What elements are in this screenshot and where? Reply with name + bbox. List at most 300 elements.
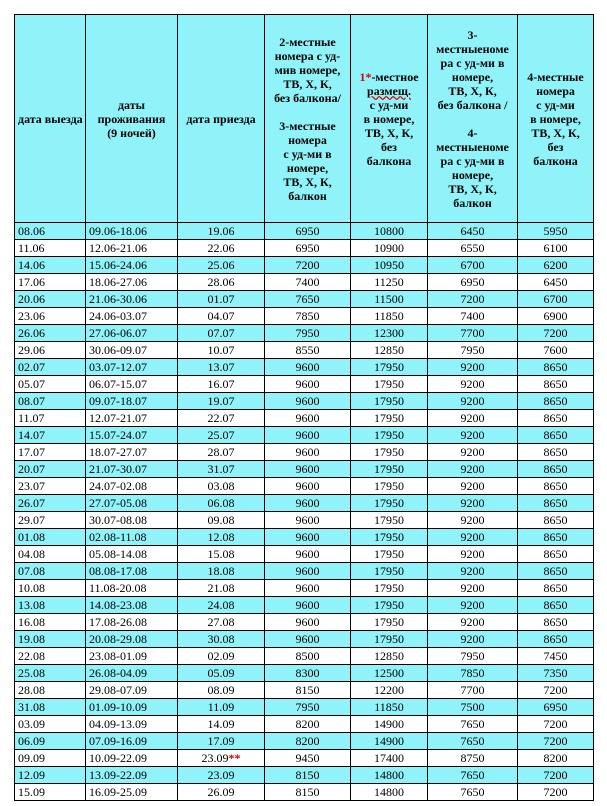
- cell-stay-dates: [86, 393, 178, 410]
- cell-price-double-text: 9600: [295, 495, 320, 510]
- cell-price-quad-text: 8650: [543, 461, 568, 476]
- cell-stay-dates-text: 08.08-17.08: [89, 563, 147, 578]
- cell-price-single-text: 14800: [374, 784, 404, 799]
- header-stay-line-3: (9 ночей): [107, 125, 156, 140]
- cell-price-single-text: 17950: [374, 495, 404, 510]
- header-double-line: без балкона/: [274, 90, 341, 105]
- cell-price-single: [351, 614, 428, 631]
- cell-price-double: [265, 240, 351, 257]
- cell-arrival-text: 22.06: [207, 240, 235, 255]
- cell-departure: [15, 512, 86, 529]
- cell-price-single-text: 10800: [374, 223, 404, 238]
- cell-price-double-text: 9600: [295, 393, 320, 408]
- header-triple-line: номере,: [286, 160, 329, 175]
- cell-price-single-text: 12200: [374, 682, 404, 697]
- cell-price-double-text: 9600: [295, 529, 320, 544]
- cell-price-quad: [518, 342, 594, 359]
- cell-price-quad-text: 8650: [543, 376, 568, 391]
- header-quad-a-line: ра с уд-ми в: [440, 153, 505, 168]
- cell-price-quad-text: 8650: [543, 393, 568, 408]
- cell-price-quad-text: 6950: [543, 699, 568, 714]
- cell-departure-text: 07.08: [18, 563, 45, 578]
- cell-departure-text: 19.08: [18, 631, 45, 646]
- cell-price-double: [265, 631, 351, 648]
- cell-arrival-text: 18.08: [207, 563, 235, 578]
- cell-price-single-text: 17950: [374, 427, 404, 442]
- header-triple-a-line: местныеноме: [436, 41, 509, 56]
- header-triple-line: с уд-ми в: [283, 146, 332, 161]
- cell-price-single-text: 12300: [374, 325, 404, 340]
- cell-stay-dates-text: 10.09-22.09: [89, 750, 147, 765]
- cell-price-double: [265, 580, 351, 597]
- price-table-container: [14, 14, 594, 801]
- header-single-line: с уд-ми: [369, 97, 409, 112]
- cell-departure: [15, 393, 86, 410]
- cell-arrival: [178, 461, 265, 478]
- cell-stay-dates-text: 14.08-23.08: [89, 597, 147, 612]
- cell-price-single: [351, 308, 428, 325]
- cell-departure: [15, 631, 86, 648]
- cell-stay-dates-text: 20.08-29.08: [89, 631, 147, 646]
- cell-price-single-text: 17950: [374, 597, 404, 612]
- table-row: [15, 359, 594, 376]
- header-triple-quad-rooms: [428, 15, 518, 223]
- cell-arrival: [178, 444, 265, 461]
- table-row: [15, 393, 594, 410]
- cell-price-single: [351, 631, 428, 648]
- cell-price-single: [351, 597, 428, 614]
- cell-price-triple: [428, 614, 518, 631]
- cell-price-triple-text: 7650: [460, 716, 485, 731]
- cell-departure: [15, 342, 86, 359]
- cell-price-double-text: 7950: [295, 325, 320, 340]
- cell-price-single: [351, 580, 428, 597]
- cell-arrival-text: 13.07: [207, 359, 235, 374]
- cell-departure: [15, 461, 86, 478]
- cell-arrival-text: 01.07: [207, 291, 235, 306]
- cell-departure-text: 04.08: [18, 546, 45, 561]
- cell-price-single-text: 17950: [374, 631, 404, 646]
- cell-arrival: [178, 359, 265, 376]
- cell-price-triple-text: 6450: [460, 223, 485, 238]
- cell-departure-text: 11.06: [18, 240, 45, 255]
- cell-departure-text: 31.08: [18, 699, 45, 714]
- cell-price-quad: [518, 733, 594, 750]
- cell-price-double: [265, 308, 351, 325]
- table-row: [15, 614, 594, 631]
- cell-departure-text: 09.09: [18, 750, 45, 765]
- cell-price-quad: [518, 614, 594, 631]
- cell-price-triple: [428, 223, 518, 240]
- cell-price-single-text: 14900: [374, 716, 404, 731]
- cell-arrival-text: 02.09: [207, 648, 235, 663]
- cell-price-double: [265, 716, 351, 733]
- cell-stay-dates-text: 26.08-04.09: [89, 665, 147, 680]
- cell-stay-dates-text: 01.09-10.09: [89, 699, 147, 714]
- cell-price-double: [265, 529, 351, 546]
- cell-stay-dates-text: 27.06-06.07: [89, 325, 147, 340]
- cell-departure: [15, 478, 86, 495]
- cell-price-quad: [518, 393, 594, 410]
- cell-price-quad-text: 8650: [543, 478, 568, 493]
- cell-stay-dates-text: 11.08-20.08: [89, 580, 147, 595]
- cell-price-triple: [428, 240, 518, 257]
- cell-stay-dates: [86, 376, 178, 393]
- table-row: [15, 274, 594, 291]
- cell-price-single: [351, 359, 428, 376]
- cell-stay-dates: [86, 257, 178, 274]
- cell-arrival-text: 19.07: [207, 393, 235, 408]
- cell-stay-dates-text: 12.07-21.07: [89, 410, 147, 425]
- price-table-body: [15, 223, 594, 801]
- cell-arrival: [178, 223, 265, 240]
- cell-arrival: [178, 393, 265, 410]
- cell-price-triple-text: 9200: [460, 580, 485, 595]
- cell-price-double-text: 7850: [295, 308, 320, 323]
- cell-price-double-text: 9600: [295, 512, 320, 527]
- cell-arrival-text: 22.07: [207, 410, 235, 425]
- header-triple-a-line: ра с уд-ми в: [440, 55, 505, 70]
- header-quad-a-line: балкон: [453, 195, 492, 210]
- cell-arrival: [178, 784, 265, 801]
- price-table: [14, 14, 594, 801]
- header-single-line: ТВ, Х, К,: [364, 125, 414, 140]
- header-single-line: размещ.: [367, 83, 411, 98]
- cell-price-single-text: 17950: [374, 529, 404, 544]
- cell-arrival: [178, 240, 265, 257]
- cell-stay-dates-text: 18.06-27.06: [89, 274, 147, 289]
- cell-price-single: [351, 342, 428, 359]
- cell-price-quad: [518, 580, 594, 597]
- cell-departure-text: 25.08: [18, 665, 45, 680]
- header-quad-a-line: 4-: [467, 125, 478, 140]
- cell-departure-text: 02.07: [18, 359, 45, 374]
- cell-departure-text: 12.09: [18, 767, 45, 782]
- header-double-line: 2-местные: [279, 34, 336, 49]
- cell-departure: [15, 223, 86, 240]
- cell-price-quad-text: 8650: [543, 631, 568, 646]
- cell-price-quad-text: 8650: [543, 529, 568, 544]
- header-row: [15, 15, 594, 223]
- cell-price-single-text: 11250: [374, 274, 404, 289]
- cell-arrival-text: 05.09: [207, 665, 235, 680]
- cell-price-double: [265, 495, 351, 512]
- cell-stay-dates: [86, 716, 178, 733]
- table-row: [15, 767, 594, 784]
- cell-price-single-text: 17950: [374, 563, 404, 578]
- cell-price-triple: [428, 716, 518, 733]
- cell-price-triple: [428, 308, 518, 325]
- table-row: [15, 495, 594, 512]
- cell-arrival: [178, 648, 265, 665]
- cell-price-quad-text: 7200: [543, 784, 568, 799]
- header-quad-a-line: местныеноме: [436, 139, 509, 154]
- cell-price-double: [265, 597, 351, 614]
- table-row: [15, 580, 594, 597]
- header-single-line: балкона: [366, 153, 412, 168]
- table-row: [15, 529, 594, 546]
- cell-price-single-text: 17950: [374, 546, 404, 561]
- cell-price-triple: [428, 648, 518, 665]
- cell-arrival-text: 21.08: [207, 580, 235, 595]
- cell-arrival-text: 27.08: [207, 614, 235, 629]
- cell-price-double: [265, 359, 351, 376]
- cell-price-double-text: 7650: [295, 291, 320, 306]
- cell-price-single-text: 17950: [374, 410, 404, 425]
- cell-departure: [15, 648, 86, 665]
- cell-price-triple: [428, 767, 518, 784]
- cell-arrival: [178, 512, 265, 529]
- cell-price-double-text: 8200: [295, 716, 320, 731]
- cell-departure-text: 26.07: [18, 495, 45, 510]
- cell-arrival-text: 19.06: [207, 223, 235, 238]
- cell-stay-dates-text: 30.06-09.07: [89, 342, 147, 357]
- header-triple-a-line: номере,: [451, 69, 494, 84]
- cell-arrival-text: 24.08: [207, 597, 235, 612]
- cell-stay-dates: [86, 274, 178, 291]
- cell-price-triple-text: 9200: [460, 631, 485, 646]
- cell-price-quad-text: 8650: [543, 359, 568, 374]
- cell-price-single: [351, 393, 428, 410]
- cell-stay-dates: [86, 427, 178, 444]
- cell-price-quad: [518, 563, 594, 580]
- cell-price-double: [265, 291, 351, 308]
- cell-arrival-text: 23.09: [201, 750, 229, 765]
- cell-stay-dates: [86, 325, 178, 342]
- header-single-room: [351, 15, 428, 223]
- cell-departure-text: 15.09: [18, 784, 45, 799]
- cell-departure-text: 08.07: [18, 393, 45, 408]
- cell-price-quad-text: 7200: [543, 682, 568, 697]
- cell-stay-dates-text: 21.06-30.06: [89, 291, 147, 306]
- cell-arrival-text: 28.06: [207, 274, 235, 289]
- header-triple-a-line: без балкона /: [437, 97, 508, 112]
- cell-departure: [15, 529, 86, 546]
- cell-arrival: [178, 699, 265, 716]
- cell-price-triple: [428, 631, 518, 648]
- cell-arrival-text: 26.09: [207, 784, 235, 799]
- cell-departure: [15, 563, 86, 580]
- cell-price-double: [265, 750, 351, 767]
- header-quad-line: с уд-ми: [536, 97, 575, 112]
- cell-stay-dates: [86, 546, 178, 563]
- cell-arrival-text: 03.08: [207, 478, 235, 493]
- cell-price-single: [351, 784, 428, 801]
- cell-price-triple-text: 9200: [460, 614, 485, 629]
- cell-price-triple-text: 9200: [460, 359, 485, 374]
- cell-price-triple: [428, 325, 518, 342]
- cell-arrival: [178, 495, 265, 512]
- cell-price-quad: [518, 597, 594, 614]
- table-row: [15, 648, 594, 665]
- cell-price-quad: [518, 444, 594, 461]
- cell-stay-dates-text: 15.06-24.06: [89, 257, 147, 272]
- cell-arrival: [178, 427, 265, 444]
- header-triple-line: 3-местные: [279, 118, 336, 133]
- cell-price-triple-text: 7950: [460, 342, 485, 357]
- cell-price-quad: [518, 699, 594, 716]
- cell-price-single-text: 17950: [374, 393, 404, 408]
- table-row: [15, 376, 594, 393]
- cell-departure: [15, 359, 86, 376]
- cell-price-triple-text: 7850: [460, 665, 485, 680]
- cell-price-triple-text: 7500: [460, 699, 485, 714]
- header-departure: [15, 15, 86, 223]
- cell-price-triple-text: 7950: [460, 648, 485, 663]
- cell-price-single: [351, 546, 428, 563]
- cell-departure: [15, 546, 86, 563]
- cell-stay-dates-text: 27.07-05.08: [89, 495, 147, 510]
- cell-departure: [15, 291, 86, 308]
- table-row: [15, 223, 594, 240]
- cell-departure: [15, 376, 86, 393]
- cell-price-quad: [518, 750, 594, 767]
- cell-arrival-text: 28.07: [207, 444, 235, 459]
- cell-price-quad: [518, 240, 594, 257]
- cell-price-double-text: 8300: [295, 665, 320, 680]
- cell-price-quad: [518, 665, 594, 682]
- header-quad-a-line: ТВ, Х, К,: [448, 181, 497, 196]
- header-arrival: [178, 15, 265, 223]
- cell-departure-text: 20.06: [18, 291, 45, 306]
- cell-departure: [15, 444, 86, 461]
- cell-price-double: [265, 512, 351, 529]
- header-quad-line: без: [547, 139, 564, 154]
- arrival-footnote-mark: **: [228, 750, 241, 765]
- table-row: [15, 733, 594, 750]
- cell-price-triple-text: 7650: [460, 784, 485, 799]
- cell-price-double-text: 9600: [295, 597, 320, 612]
- cell-price-single: [351, 240, 428, 257]
- cell-price-single-text: 12850: [374, 648, 404, 663]
- cell-stay-dates-text: 15.07-24.07: [89, 427, 147, 442]
- cell-stay-dates: [86, 444, 178, 461]
- cell-price-quad-text: 7200: [543, 325, 568, 340]
- cell-price-triple: [428, 665, 518, 682]
- cell-departure: [15, 699, 86, 716]
- cell-departure-text: 23.06: [18, 308, 45, 323]
- cell-price-quad: [518, 784, 594, 801]
- cell-price-single-text: 14900: [374, 733, 404, 748]
- cell-stay-dates: [86, 648, 178, 665]
- cell-price-double: [265, 733, 351, 750]
- cell-price-quad-text: 7200: [543, 767, 568, 782]
- cell-arrival: [178, 614, 265, 631]
- cell-price-triple: [428, 274, 518, 291]
- cell-price-single-text: 12500: [374, 665, 404, 680]
- cell-arrival: [178, 580, 265, 597]
- cell-departure-text: 11.07: [18, 410, 45, 425]
- cell-departure-text: 17.07: [18, 444, 45, 459]
- cell-stay-dates: [86, 597, 178, 614]
- cell-arrival-text: 30.08: [207, 631, 235, 646]
- cell-price-single-text: 12850: [374, 342, 404, 357]
- cell-price-quad: [518, 291, 594, 308]
- cell-stay-dates: [86, 359, 178, 376]
- table-row: [15, 461, 594, 478]
- cell-departure: [15, 410, 86, 427]
- cell-departure-text: 05.07: [18, 376, 45, 391]
- cell-departure-text: 16.08: [18, 614, 45, 629]
- cell-price-quad-text: 8650: [543, 580, 568, 595]
- table-row: [15, 631, 594, 648]
- cell-departure-text: 14.06: [18, 257, 45, 272]
- cell-departure: [15, 274, 86, 291]
- cell-departure: [15, 716, 86, 733]
- cell-arrival: [178, 291, 265, 308]
- cell-stay-dates-text: 05.08-14.08: [89, 546, 147, 561]
- cell-price-double-text: 6950: [295, 240, 320, 255]
- cell-price-triple: [428, 257, 518, 274]
- cell-price-single: [351, 274, 428, 291]
- cell-price-double: [265, 614, 351, 631]
- cell-price-triple-text: 9200: [460, 478, 485, 493]
- cell-stay-dates-text: 24.07-02.08: [89, 478, 147, 493]
- cell-price-quad: [518, 223, 594, 240]
- cell-stay-dates: [86, 512, 178, 529]
- cell-stay-dates: [86, 784, 178, 801]
- cell-price-double-text: 8500: [295, 648, 320, 663]
- cell-arrival: [178, 410, 265, 427]
- cell-price-quad-text: 7200: [543, 716, 568, 731]
- cell-departure-text: 28.08: [18, 682, 45, 697]
- cell-departure: [15, 665, 86, 682]
- table-row: [15, 784, 594, 801]
- cell-stay-dates-text: 29.08-07.09: [89, 682, 147, 697]
- table-row: [15, 750, 594, 767]
- cell-price-triple-text: 7650: [460, 767, 485, 782]
- header-quad-rooms: [518, 15, 594, 223]
- cell-price-single-text: 11500: [374, 291, 404, 306]
- cell-price-double-text: 8150: [295, 784, 320, 799]
- header-arrival-text: дата приезда: [186, 111, 256, 126]
- cell-departure-text: 23.07: [18, 478, 45, 493]
- table-row: [15, 325, 594, 342]
- cell-arrival-text: 09.08: [207, 512, 235, 527]
- cell-departure: [15, 597, 86, 614]
- cell-price-single: [351, 529, 428, 546]
- cell-price-triple: [428, 427, 518, 444]
- cell-arrival: [178, 563, 265, 580]
- cell-price-single: [351, 512, 428, 529]
- cell-price-single: [351, 682, 428, 699]
- cell-price-triple: [428, 546, 518, 563]
- cell-price-double: [265, 427, 351, 444]
- cell-departure: [15, 750, 86, 767]
- cell-price-double-text: 9600: [295, 444, 320, 459]
- cell-price-quad-text: 6450: [543, 274, 568, 289]
- header-triple-a-line: 3-: [467, 27, 478, 42]
- cell-price-quad-text: 8650: [543, 495, 568, 510]
- cell-price-quad-text: 8650: [543, 614, 568, 629]
- cell-stay-dates: [86, 733, 178, 750]
- cell-arrival: [178, 274, 265, 291]
- cell-price-double-text: 9600: [295, 614, 320, 629]
- cell-price-double-text: 8150: [295, 767, 320, 782]
- cell-arrival: [178, 750, 265, 767]
- cell-price-quad-text: 8650: [543, 512, 568, 527]
- cell-price-triple-text: 9200: [460, 427, 485, 442]
- cell-price-quad-text: 6100: [543, 240, 568, 255]
- cell-price-triple: [428, 342, 518, 359]
- cell-arrival: [178, 716, 265, 733]
- header-single-line-text: -местное: [371, 69, 419, 84]
- cell-price-quad-text: 7350: [543, 665, 568, 680]
- cell-price-quad: [518, 376, 594, 393]
- cell-price-quad: [518, 359, 594, 376]
- cell-price-single-text: 17950: [374, 359, 404, 374]
- cell-price-triple-text: 9200: [460, 529, 485, 544]
